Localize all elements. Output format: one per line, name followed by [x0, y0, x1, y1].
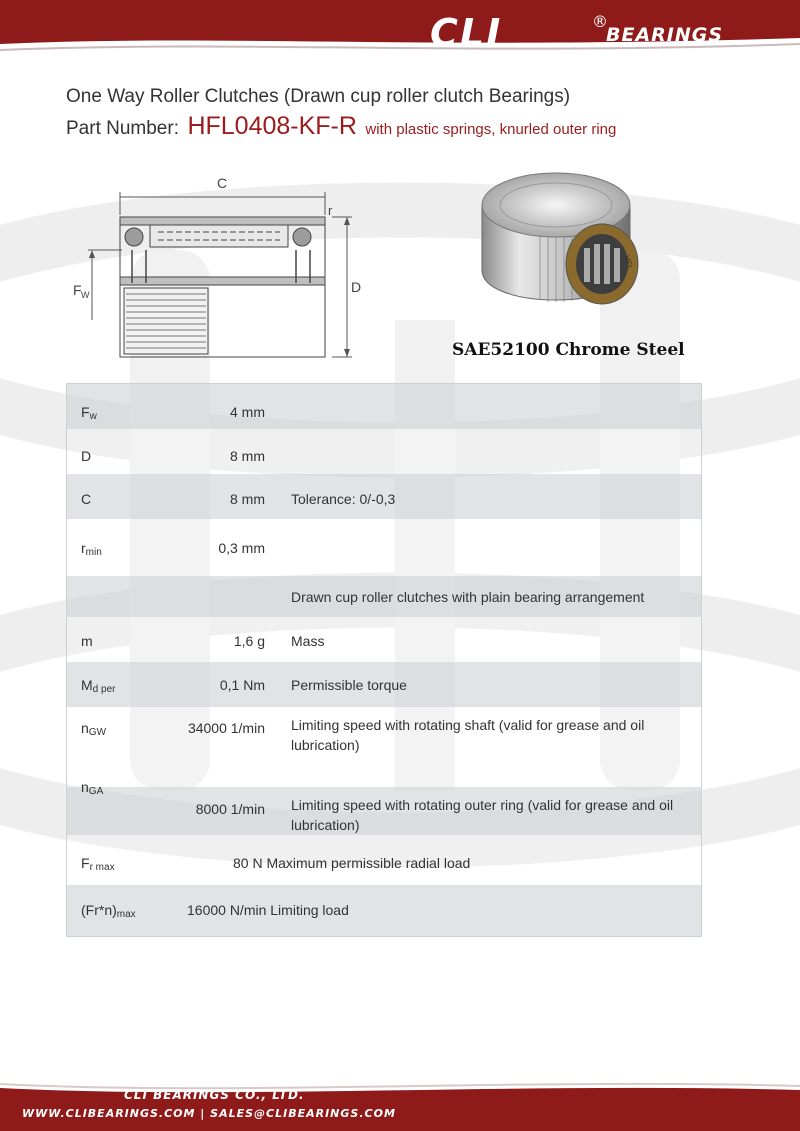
spec-value: 34000 1/min — [187, 720, 265, 736]
spec-symbol: D — [81, 448, 92, 464]
photo-engraving: HFL — [622, 254, 635, 272]
spec-value-text: 80 N Maximum permissible radial load — [233, 855, 471, 871]
spec-row-c — [67, 474, 701, 519]
spec-description: Limiting speed with rotating outer ring (valid for grease and oil lubrication) — [291, 797, 674, 833]
spec-symbol: $n_{GA}$ — [81, 779, 104, 797]
spec-row-rmin — [67, 519, 701, 576]
spec-symbol: C — [81, 491, 92, 507]
spec-value: 4 mm — [230, 404, 265, 420]
page-title: One Way Roller Clutches (Drawn cup roller clutch Bearings) — [66, 86, 571, 107]
spec-symbol: $F_w$ — [81, 404, 97, 422]
spec-value-text: 16000 N/min Limiting load — [187, 902, 349, 918]
spec-symbol: $(Fr*n)_{max}$ — [81, 902, 136, 920]
spec-description: Mass — [291, 633, 325, 649]
dim-label-fw-sub: W — [81, 290, 90, 300]
spec-symbol: $r_{min}$ — [81, 540, 102, 558]
spec-row-torque — [67, 662, 701, 707]
logo-registered-mark: ® — [592, 12, 608, 31]
spec-row-d — [67, 429, 701, 474]
footer-company: CLI BEARINGS CO., LTD. — [124, 1088, 305, 1102]
product-photo — [470, 160, 650, 325]
part-number-value: HFL0408-KF-R — [187, 112, 357, 140]
spec-description: Tolerance: 0/-0,3 — [291, 491, 396, 507]
spec-description: Drawn cup roller clutches with plain bearing arrangement — [291, 589, 645, 605]
spec-value: 8000 1/min — [195, 801, 265, 817]
spec-symbol: $M_{d per}$ — [81, 677, 116, 695]
spec-symbol: m — [81, 633, 93, 649]
spec-value: 8 mm — [230, 491, 265, 507]
spec-value: 0,1 Nm — [219, 677, 265, 693]
dim-label-r: r — [328, 203, 333, 218]
spec-row-type — [67, 576, 701, 617]
spec-row-fr — [67, 835, 701, 885]
spec-description: Limiting speed with rotating shaft (valid for grease and oil lubrication) — [291, 717, 645, 753]
spec-row-mass — [67, 617, 701, 662]
footer-contact[interactable]: WWW.CLIBEARINGS.COM | SALES@CLIBEARINGS.COM — [22, 1107, 396, 1120]
spec-row-fw — [67, 384, 701, 429]
footer-band — [0, 1074, 800, 1131]
spec-value: 8 mm — [230, 448, 265, 464]
spec-table — [66, 383, 702, 937]
spec-row-nga — [67, 779, 701, 835]
spec-row-ngw — [67, 707, 701, 787]
dim-label-d: D — [351, 279, 362, 295]
dim-label-c: C — [217, 175, 228, 191]
part-number-label: Part Number: — [66, 118, 179, 139]
spec-symbol: $n_{GW}$ — [81, 720, 107, 738]
spec-value: 1,6 g — [233, 633, 265, 649]
part-number-description: with plastic springs, knurled outer ring — [365, 121, 617, 138]
dim-label-fw: F — [73, 282, 82, 298]
spec-symbol: $F_{r max}$ — [81, 855, 115, 873]
logo-main-text: CLI — [430, 11, 503, 55]
material-label: SAE52100 Chrome Steel — [452, 340, 685, 360]
spec-description: Permissible torque — [291, 677, 407, 693]
spec-row-frn — [67, 885, 701, 936]
spec-value: 0,3 mm — [218, 540, 265, 556]
part-number-line — [66, 112, 616, 141]
brand-logo[interactable] — [430, 10, 790, 56]
logo-sub-text: BEARINGS — [606, 24, 724, 46]
technical-drawing — [70, 170, 370, 370]
